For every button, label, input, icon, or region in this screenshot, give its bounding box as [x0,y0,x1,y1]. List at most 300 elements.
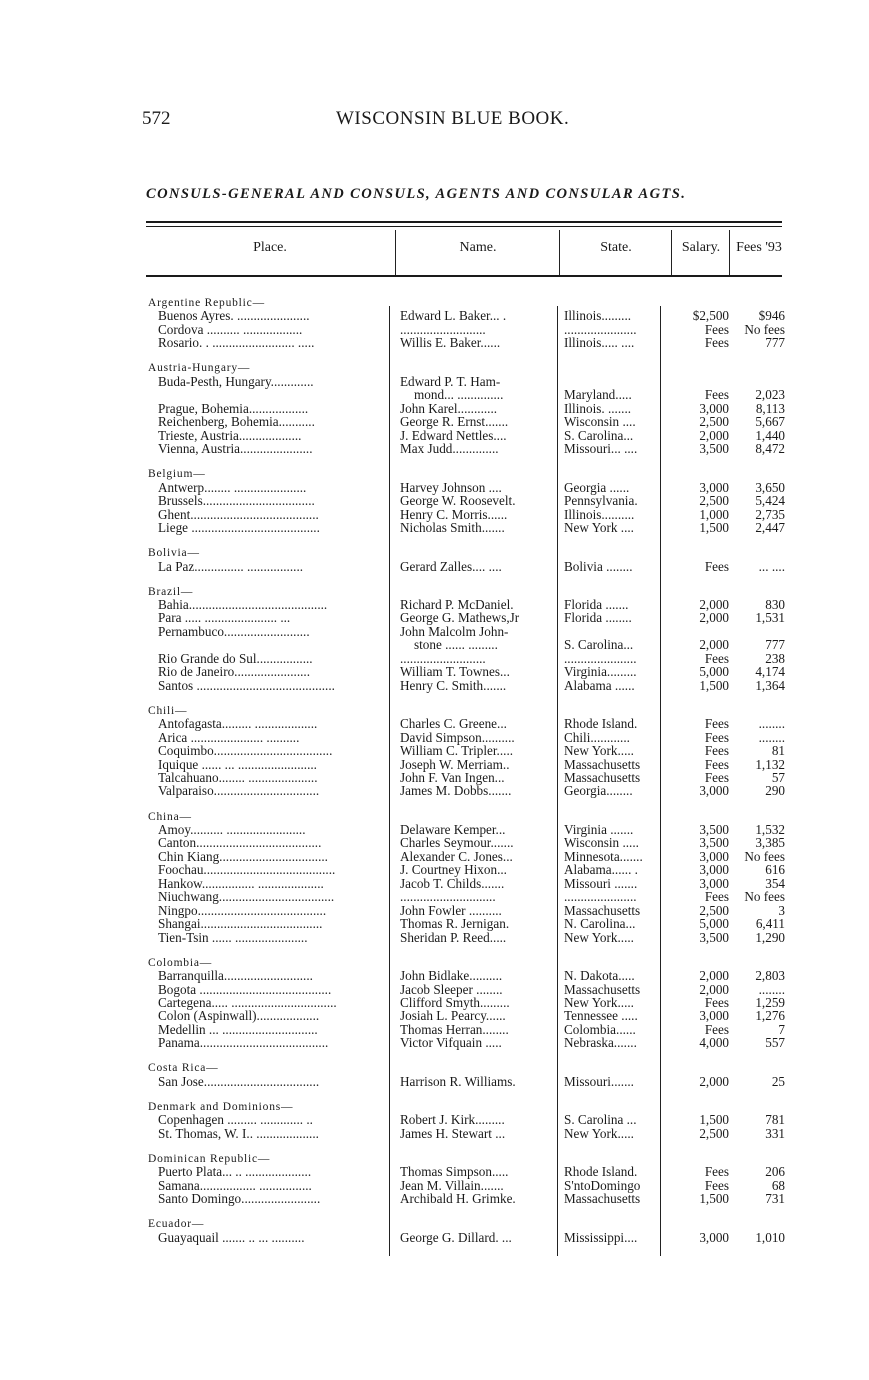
salary-cell: 3,000 [699,1009,729,1024]
fees-cell: 3,650 [755,480,785,495]
fees-cell: ... .... [758,559,785,574]
fees-cell: 354 [765,876,785,891]
top-rule-thick [146,221,782,223]
fees-cell: 8,472 [755,442,785,457]
salary-cell: 2,500 [699,1126,729,1141]
table-row [0,996,869,1010]
place-cell: Antofagasta......... ................... [158,717,318,732]
name-cell: Edward P. T. Ham- [400,374,501,389]
place-cell: Copenhagen ......... ............. .. [158,1113,313,1128]
name-cell: J. Courtney Hixon... [400,863,507,878]
place-cell: Valparaiso................................ [158,784,320,799]
table-row [0,1009,869,1023]
state-cell: Florida ........ [564,611,632,626]
column-header-state: State. [600,240,632,255]
place-cell: Rio de Janeiro....................... [158,665,311,680]
fees-cell: No fees [744,849,785,864]
fees-cell: 1,532 [755,822,785,837]
state-cell: Illinois. ....... [564,401,632,416]
place-cell: Liege ....................................... [158,520,320,535]
salary-cell: 2,000 [699,611,729,626]
place-cell: Buda-Pesth, Hungary............. [158,374,314,389]
table-row [0,969,869,983]
name-cell: John Malcolm John- [400,624,509,639]
salary-cell: 3,000 [699,876,729,891]
state-cell: Massachusetts [564,1192,641,1207]
place-cell: Colon (Aspinwall)................... [158,1009,320,1024]
salary-cell: 1,500 [699,678,729,693]
place-cell: Canton...................................... [158,836,322,851]
table-row [0,744,869,758]
table-row [0,652,869,666]
name-cell: Clifford Smyth......... [400,995,510,1010]
place-cell: Panama....................................... [158,1036,329,1051]
salary-cell: Fees [704,1022,729,1037]
salary-cell: 2,000 [699,1074,729,1089]
country-heading-row [0,546,869,560]
name-cell: Edward L. Baker... . [400,309,507,324]
salary-cell: $2,500 [692,309,729,324]
state-cell: S. Carolina... [564,428,634,443]
place-cell: Talcahuano........ ..................... [158,771,318,785]
column-header-fees: Fees '93 [736,240,782,255]
place-cell: Cordova .......... .................. [158,322,303,337]
state-cell: New York..... [564,930,634,945]
header-divider [671,230,672,275]
table-row [0,717,869,731]
fees-cell: 4,174 [755,665,785,680]
salary-cell: 3,000 [699,784,729,799]
place-cell: Barranquilla........................... [158,969,313,983]
name-cell: mond... .............. [414,388,504,403]
table-row [0,890,869,904]
name-cell: Harrison R. Williams. [400,1074,516,1089]
name-cell: George W. Roosevelt. [400,494,516,508]
name-cell: John F. Van Ingen... [400,771,505,785]
place-cell: China— [148,810,192,823]
header-bottom-rule [146,275,782,277]
state-cell: ...................... [564,890,637,905]
table-row [0,1036,869,1050]
salary-cell: Fees [704,744,729,759]
table-row [0,442,869,456]
fees-cell: 6,411 [755,917,785,932]
table-row [0,823,869,837]
salary-cell: 2,000 [699,982,729,997]
state-cell: S'ntoDomingo [564,1178,641,1193]
name-cell: Josiah L. Pearcy...... [400,1009,506,1024]
fees-cell: 1,259 [755,995,785,1010]
column-header-name: Name. [459,240,497,255]
table-row [0,850,869,864]
place-cell: Shangai..................................... [158,917,323,932]
state-cell: Illinois.......... [564,507,635,522]
fees-cell: 781 [765,1113,785,1128]
page-number: 572 [142,108,171,129]
name-cell: George G. Mathews,Jr [400,611,520,626]
country-heading-row [0,1061,869,1075]
fees-cell: 616 [765,863,785,878]
place-cell: San Jose................................... [158,1074,320,1089]
salary-cell: 3,500 [699,930,729,945]
place-cell: Bolivia— [148,547,200,559]
name-cell: George G. Dillard. ... [400,1230,512,1245]
name-cell: Henry C. Morris...... [400,507,508,522]
salary-cell: 2,000 [699,598,729,612]
state-cell: Rhode Island. [564,717,638,732]
name-cell: James H. Stewart ... [400,1126,506,1141]
state-cell: ...................... [564,322,637,337]
salary-cell: 1,500 [699,520,729,535]
table-row [0,611,869,625]
table-row [0,1113,869,1127]
salary-cell: 2,000 [699,969,729,983]
header-divider [729,230,730,275]
table-row [0,983,869,997]
fees-cell: 1,276 [755,1009,785,1024]
name-cell: Harvey Johnson .... [400,480,502,495]
fees-cell: 2,735 [755,507,785,522]
place-cell: Chili— [148,704,188,717]
state-cell: Massachusetts [564,757,641,772]
state-cell: N. Dakota..... [564,969,635,983]
table-row [0,481,869,495]
table-row [0,1192,869,1206]
fees-cell: 731 [765,1192,785,1207]
place-cell: Argentine Republic— [148,297,265,309]
name-cell: J. Edward Nettles.... [400,428,507,443]
name-cell: Jacob Sleeper ........ [400,982,503,997]
salary-cell: Fees [704,717,729,732]
fees-cell: ........ [758,730,785,745]
state-cell: Missouri....... [564,1074,634,1089]
name-cell: Victor Vifquain ..... [400,1036,502,1051]
country-heading-row [0,956,869,970]
fees-cell: 1,531 [755,611,785,626]
header-divider [559,230,560,275]
country-heading-row [0,585,869,599]
name-cell: Charles C. Greene... [400,717,507,732]
state-cell: Pennsylvania. [564,494,638,508]
place-cell: Denmark and Dominions— [148,1100,294,1113]
table-row [0,336,869,350]
table-row [0,877,869,891]
fees-cell: ........ [758,982,785,997]
name-cell: John Bidlake.......... [400,969,503,983]
name-cell: Henry C. Smith....... [400,678,507,693]
table-row [0,863,869,877]
name-cell: Archibald H. Grimke. [400,1192,516,1207]
salary-cell: 2,500 [699,415,729,430]
place-cell: Puerto Plata... .. .................... [158,1165,312,1180]
state-cell: Chili............ [564,730,630,745]
fees-cell: 8,113 [755,401,785,416]
place-cell: La Paz............... ................. [158,559,304,574]
name-cell: .......................... [400,322,486,337]
table-row [0,1127,869,1141]
fees-cell: 3,385 [755,836,785,851]
place-cell: Ningpo....................................... [158,903,327,918]
fees-cell: 3 [778,903,785,918]
salary-cell: 3,000 [699,401,729,416]
name-cell: Robert J. Kirk......... [400,1113,505,1128]
salary-cell: Fees [704,651,729,666]
place-cell: Guayaquail ....... .. ... .......... [158,1230,305,1245]
salary-cell: Fees [704,890,729,905]
state-cell: Alabama...... . [564,863,638,878]
salary-cell: 3,000 [699,863,729,878]
table-row [0,1165,869,1179]
state-cell: Bolivia ........ [564,559,633,574]
table-row [0,758,869,772]
place-cell: Cartegena..... ................................ [158,995,337,1010]
table-row [0,429,869,443]
salary-cell: 2,500 [699,494,729,508]
place-cell: Austria-Hungary— [148,362,251,375]
salary-cell: 3,000 [699,480,729,495]
salary-cell: Fees [704,336,729,351]
salary-cell: Fees [704,757,729,772]
table-row [0,309,869,323]
salary-cell: Fees [704,388,729,403]
place-cell: Santos .......................................... [158,678,335,693]
salary-cell: 3,000 [699,849,729,864]
fees-cell: 57 [771,771,785,785]
place-cell: Colombia— [148,956,213,969]
fees-cell: 1,440 [755,428,785,443]
place-cell: St. Thomas, W. I.. ................... [158,1126,319,1141]
state-cell: Rhode Island. [564,1165,638,1180]
state-cell: Mississippi.... [564,1230,638,1245]
place-cell: Para ..... ...................... ... [158,611,291,626]
place-cell: Bahia.......................................... [158,598,328,612]
name-cell: John Karel............ [400,401,498,416]
table-row [0,771,869,785]
table-row [0,917,869,931]
table-row [0,679,869,693]
name-cell: ............................. [400,890,496,905]
place-cell: Bogota ........................................ [158,982,332,997]
salary-cell: 3,500 [699,836,729,851]
state-cell: Wisconsin .... [564,415,636,430]
fees-cell: No fees [744,890,785,905]
fees-cell: No fees [744,322,785,337]
name-cell: Joseph W. Merriam.. [400,757,510,772]
table-row [0,731,869,745]
place-cell: Rio Grande do Sul................. [158,651,313,666]
salary-cell: 5,000 [699,917,729,932]
fees-cell: 5,424 [755,494,785,508]
place-cell: Ghent....................................... [158,507,319,522]
state-cell: Florida ....... [564,598,629,612]
salary-cell: 2,000 [699,638,729,653]
place-cell: Arica ...................... .......... [158,730,300,745]
table-row [0,931,869,945]
name-cell: John Fowler .......... [400,903,502,918]
fees-cell: 2,447 [755,520,785,535]
fees-cell: 7 [778,1022,785,1037]
fees-cell: 25 [771,1074,785,1089]
table-row [0,323,869,337]
salary-cell: 2,500 [699,903,729,918]
name-cell: stone ...... ......... [414,638,498,653]
place-cell: Brussels.................................. [158,494,315,508]
name-cell: .......................... [400,651,486,666]
state-cell: New York..... [564,1126,634,1141]
fees-cell: 81 [771,744,785,759]
table-row [0,836,869,850]
place-cell: Medellin ... ............................. [158,1022,318,1037]
country-heading-row [0,467,869,481]
salary-cell: 1,500 [699,1192,729,1207]
fees-cell: 331 [765,1126,785,1141]
salary-cell: Fees [704,1165,729,1180]
state-cell: Tennessee ..... [564,1009,638,1024]
name-cell: Alexander C. Jones... [400,849,513,864]
state-cell: Wisconsin ..... [564,836,639,851]
fees-cell: 777 [765,336,785,351]
table-row [0,598,869,612]
salary-cell: 1,000 [699,507,729,522]
table-row [0,1179,869,1193]
section-title: CONSULS-GENERAL AND CONSULS, AGENTS AND CONSULAR AGTS. [146,186,687,202]
place-cell: Niuchwang................................... [158,890,335,905]
country-heading-row [0,1152,869,1166]
name-cell: William T. Townes... [400,665,510,680]
name-cell: Delaware Kemper... [400,822,506,837]
place-cell: Brazil— [148,585,194,598]
place-cell: Tien-Tsin ...... ...................... [158,930,308,945]
state-cell: Maryland..... [564,388,632,403]
table-row [0,415,869,429]
fees-cell: 2,023 [755,388,785,403]
fees-cell: 290 [765,784,785,799]
fees-cell: ........ [758,717,785,732]
salary-cell: Fees [704,771,729,785]
state-cell: Nebraska....... [564,1036,637,1051]
name-cell: Thomas Herran........ [400,1022,509,1037]
salary-cell: Fees [704,1178,729,1193]
fees-cell: 1,364 [755,678,785,693]
name-cell: Thomas R. Jernigan. [400,917,510,932]
country-heading-row [0,704,869,718]
table-row [0,402,869,416]
fees-cell: $946 [758,309,785,324]
place-cell: Foochau........................................ [158,863,336,878]
state-cell: Alabama ...... [564,678,635,693]
state-cell: Minnesota....... [564,849,643,864]
salary-cell: Fees [704,730,729,745]
name-cell: Jacob T. Childs....... [400,876,505,891]
place-cell: Trieste, Austria................... [158,428,302,443]
table-row [0,784,869,798]
table-row [0,388,869,402]
table-row [0,521,869,535]
name-cell: Richard P. McDaniel. [400,598,514,612]
fees-cell: 68 [771,1178,785,1193]
state-cell: Massachusetts [564,903,641,918]
fees-cell: 830 [765,598,785,612]
state-cell: New York .... [564,520,634,535]
fees-cell: 1,010 [755,1230,785,1245]
state-cell: Virginia......... [564,665,637,680]
place-cell: Vienna, Austria...................... [158,442,313,457]
country-heading-row [0,361,869,375]
state-cell: N. Carolina... [564,917,636,932]
place-cell: Rosario. . ......................... ..... [158,336,315,351]
state-cell: Georgia ...... [564,480,630,495]
column-header-salary: Salary. [681,240,721,255]
table-row [0,1231,869,1245]
place-cell: Hankow................ .................... [158,876,324,891]
place-cell: Amoy.......... ........................ [158,822,306,837]
state-cell: Colombia...... [564,1022,636,1037]
fees-cell: 238 [765,651,785,666]
state-cell: Virginia ....... [564,822,634,837]
fees-cell: 557 [765,1036,785,1051]
name-cell: George R. Ernst....... [400,415,509,430]
name-cell: David Simpson.......... [400,730,515,745]
state-cell: S. Carolina... [564,638,634,653]
country-heading-row [0,810,869,824]
state-cell: Illinois..... .... [564,336,635,351]
salary-cell: 5,000 [699,665,729,680]
place-cell: Costa Rica— [148,1062,219,1075]
table-row [0,560,869,574]
name-cell: Sheridan P. Reed..... [400,930,507,945]
place-cell: Belgium— [148,468,206,481]
table-row [0,665,869,679]
top-rule-thin [146,226,782,227]
salary-cell: 4,000 [699,1036,729,1051]
place-cell: Samana................. ................ [158,1178,312,1193]
state-cell: Illinois......... [564,309,632,324]
salary-cell: 2,000 [699,428,729,443]
table-row [0,625,869,639]
place-cell: Pernambuco.......................... [158,624,310,639]
place-cell: Iquique ...... ... ........................ [158,757,317,772]
place-cell: Prague, Bohemia.................. [158,401,309,416]
name-cell: Jean M. Villain....... [400,1178,504,1193]
state-cell: Massachusetts [564,771,641,785]
fees-cell: 206 [765,1165,785,1180]
salary-cell: 3,000 [699,1230,729,1245]
state-cell: ...................... [564,651,637,666]
place-cell: Dominican Republic— [148,1152,271,1165]
name-cell: William C. Tripler..... [400,744,514,759]
table-row [0,494,869,508]
table-row [0,375,869,389]
fees-cell: 1,132 [755,757,785,772]
state-cell: Missouri ....... [564,876,638,891]
state-cell: Missouri... .... [564,442,638,457]
name-cell: Gerard Zalles.... .... [400,559,502,574]
place-cell: Antwerp........ ...................... [158,480,307,495]
fees-cell: 1,290 [755,930,785,945]
state-cell: Massachusetts [564,982,641,997]
header-divider [395,230,396,275]
salary-cell: 3,500 [699,442,729,457]
name-cell: Max Judd.............. [400,442,499,457]
table-row [0,904,869,918]
place-cell: Chin Kiang................................. [158,849,328,864]
fees-cell: 777 [765,638,785,653]
place-cell: Reichenberg, Bohemia........... [158,415,315,430]
name-cell: Thomas Simpson..... [400,1165,509,1180]
place-cell: Ecuador— [148,1218,205,1231]
state-cell: New York..... [564,744,634,759]
name-cell: James M. Dobbs....... [400,784,512,799]
